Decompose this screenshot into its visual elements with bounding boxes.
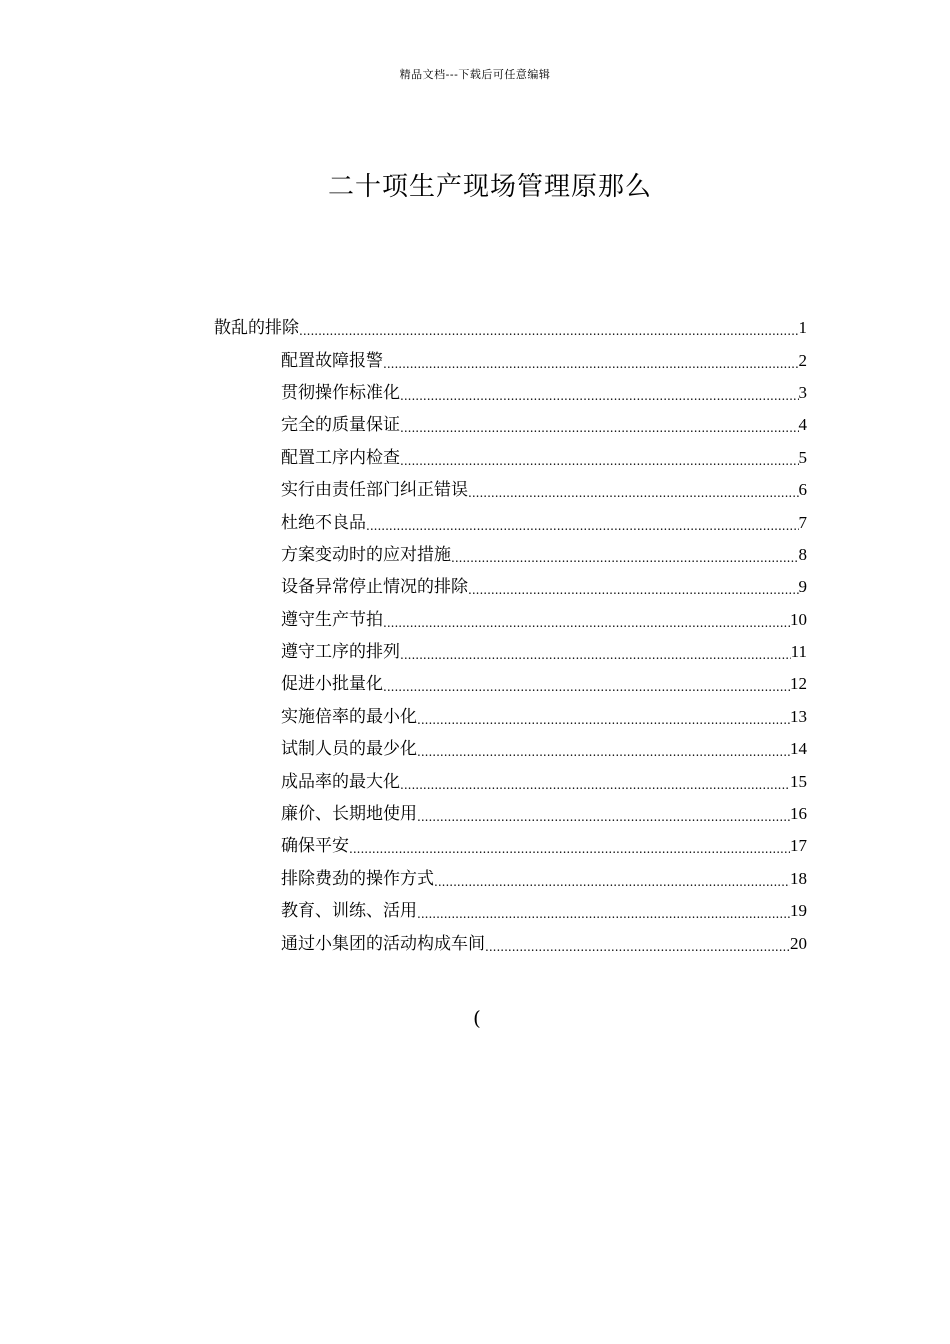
toc-entry-page-number: 7 xyxy=(798,512,807,532)
toc-entry[interactable] xyxy=(281,539,807,571)
toc-dot-leader xyxy=(366,514,799,538)
toc-entry[interactable] xyxy=(281,377,807,409)
page-header-note: 精品文档---下载后可任意编辑 xyxy=(399,68,551,81)
toc-entry[interactable] xyxy=(281,927,807,959)
toc-dot-leader xyxy=(485,935,790,959)
toc-entry-label: 通过小集团的活动构成车间 xyxy=(281,933,485,954)
footer-mark: ( xyxy=(473,1006,481,1030)
toc-entry-page-number: 8 xyxy=(798,544,807,564)
toc-entry[interactable] xyxy=(281,668,807,700)
toc-entry[interactable] xyxy=(281,442,807,474)
toc-entry-label: 确保平安 xyxy=(281,836,349,857)
toc-entry-label: 配置工序内检查 xyxy=(281,447,400,468)
toc-entry[interactable] xyxy=(281,506,807,538)
toc-entry-label: 廉价、长期地使用 xyxy=(281,804,417,825)
toc-dot-leader xyxy=(400,773,790,797)
toc-entry-label: 遵守工序的排列 xyxy=(281,642,400,663)
toc-entry-label: 散乱的排除 xyxy=(214,318,299,339)
toc-entry-page-number: 20 xyxy=(790,933,807,953)
toc-dot-leader xyxy=(417,708,790,732)
toc-entry-label: 试制人员的最少化 xyxy=(281,739,417,760)
toc-entry-label: 排除费劲的操作方式 xyxy=(281,868,434,889)
toc-entry-label: 设备异常停止情况的排除 xyxy=(281,577,468,598)
toc-dot-leader xyxy=(383,675,790,699)
toc-dot-leader xyxy=(434,870,790,894)
toc-entry[interactable] xyxy=(281,701,807,733)
toc-entry-page-number: 2 xyxy=(798,350,807,370)
toc-dot-leader xyxy=(400,384,799,408)
table-of-contents xyxy=(0,312,950,960)
toc-entry-page-number: 13 xyxy=(790,706,807,726)
toc-dot-leader xyxy=(383,611,790,635)
toc-dot-leader xyxy=(400,643,791,667)
toc-entry-label: 实施倍率的最小化 xyxy=(281,706,417,727)
toc-entry-label: 成品率的最大化 xyxy=(281,771,400,792)
toc-entry-label: 实行由责任部门纠正错误 xyxy=(281,480,468,501)
toc-entry[interactable] xyxy=(281,474,807,506)
toc-dot-leader xyxy=(451,546,799,570)
toc-entry-page-number: 1 xyxy=(798,318,807,338)
toc-entry-label: 促进小批量化 xyxy=(281,674,383,695)
toc-entry[interactable] xyxy=(281,409,807,441)
toc-entry[interactable] xyxy=(281,895,807,927)
toc-entry-page-number: 4 xyxy=(798,415,807,435)
toc-dot-leader xyxy=(468,578,799,602)
toc-entry[interactable] xyxy=(281,344,807,376)
toc-entry[interactable] xyxy=(281,830,807,862)
toc-entry-page-number: 14 xyxy=(790,739,807,759)
toc-entry-page-number: 18 xyxy=(790,868,807,888)
toc-entry-label: 完全的质量保证 xyxy=(281,415,400,436)
toc-entry-label: 教育、训练、活用 xyxy=(281,901,417,922)
toc-entry-page-number: 17 xyxy=(790,836,807,856)
toc-entry[interactable] xyxy=(281,604,807,636)
toc-dot-leader xyxy=(417,805,790,829)
toc-entry[interactable] xyxy=(281,798,807,830)
toc-entry-page-number: 6 xyxy=(798,480,807,500)
toc-entry[interactable] xyxy=(281,571,807,603)
toc-entry-page-number: 16 xyxy=(790,804,807,824)
toc-entry-label: 遵守生产节拍 xyxy=(281,609,383,630)
toc-entry[interactable] xyxy=(281,863,807,895)
toc-entry-page-number: 15 xyxy=(790,771,807,791)
toc-dot-leader xyxy=(400,449,799,473)
toc-entry[interactable] xyxy=(214,312,807,344)
toc-entry-page-number: 19 xyxy=(790,901,807,921)
toc-entry-label: 杜绝不良品 xyxy=(281,512,366,533)
toc-dot-leader xyxy=(299,319,799,343)
toc-dot-leader xyxy=(417,740,790,764)
toc-entry-label: 贯彻操作标准化 xyxy=(281,382,400,403)
toc-entry[interactable] xyxy=(281,765,807,797)
toc-entry-label: 配置故障报警 xyxy=(281,350,383,371)
toc-entry-page-number: 5 xyxy=(798,447,807,467)
toc-dot-leader xyxy=(400,416,799,440)
toc-dot-leader xyxy=(349,837,790,861)
toc-entry[interactable] xyxy=(281,636,807,668)
toc-entry-label: 方案变动时的应对措施 xyxy=(281,544,451,565)
toc-entry-page-number: 12 xyxy=(790,674,807,694)
toc-entry-page-number: 10 xyxy=(790,609,807,629)
toc-entry-page-number: 11 xyxy=(790,642,807,662)
document-title: 二十项生产现场管理原那么 xyxy=(327,172,652,202)
toc-dot-leader xyxy=(468,481,799,505)
toc-entry-page-number: 9 xyxy=(798,577,807,597)
toc-dot-leader xyxy=(383,352,799,376)
toc-entry[interactable] xyxy=(281,733,807,765)
toc-dot-leader xyxy=(417,902,790,926)
toc-entry-page-number: 3 xyxy=(798,382,807,402)
